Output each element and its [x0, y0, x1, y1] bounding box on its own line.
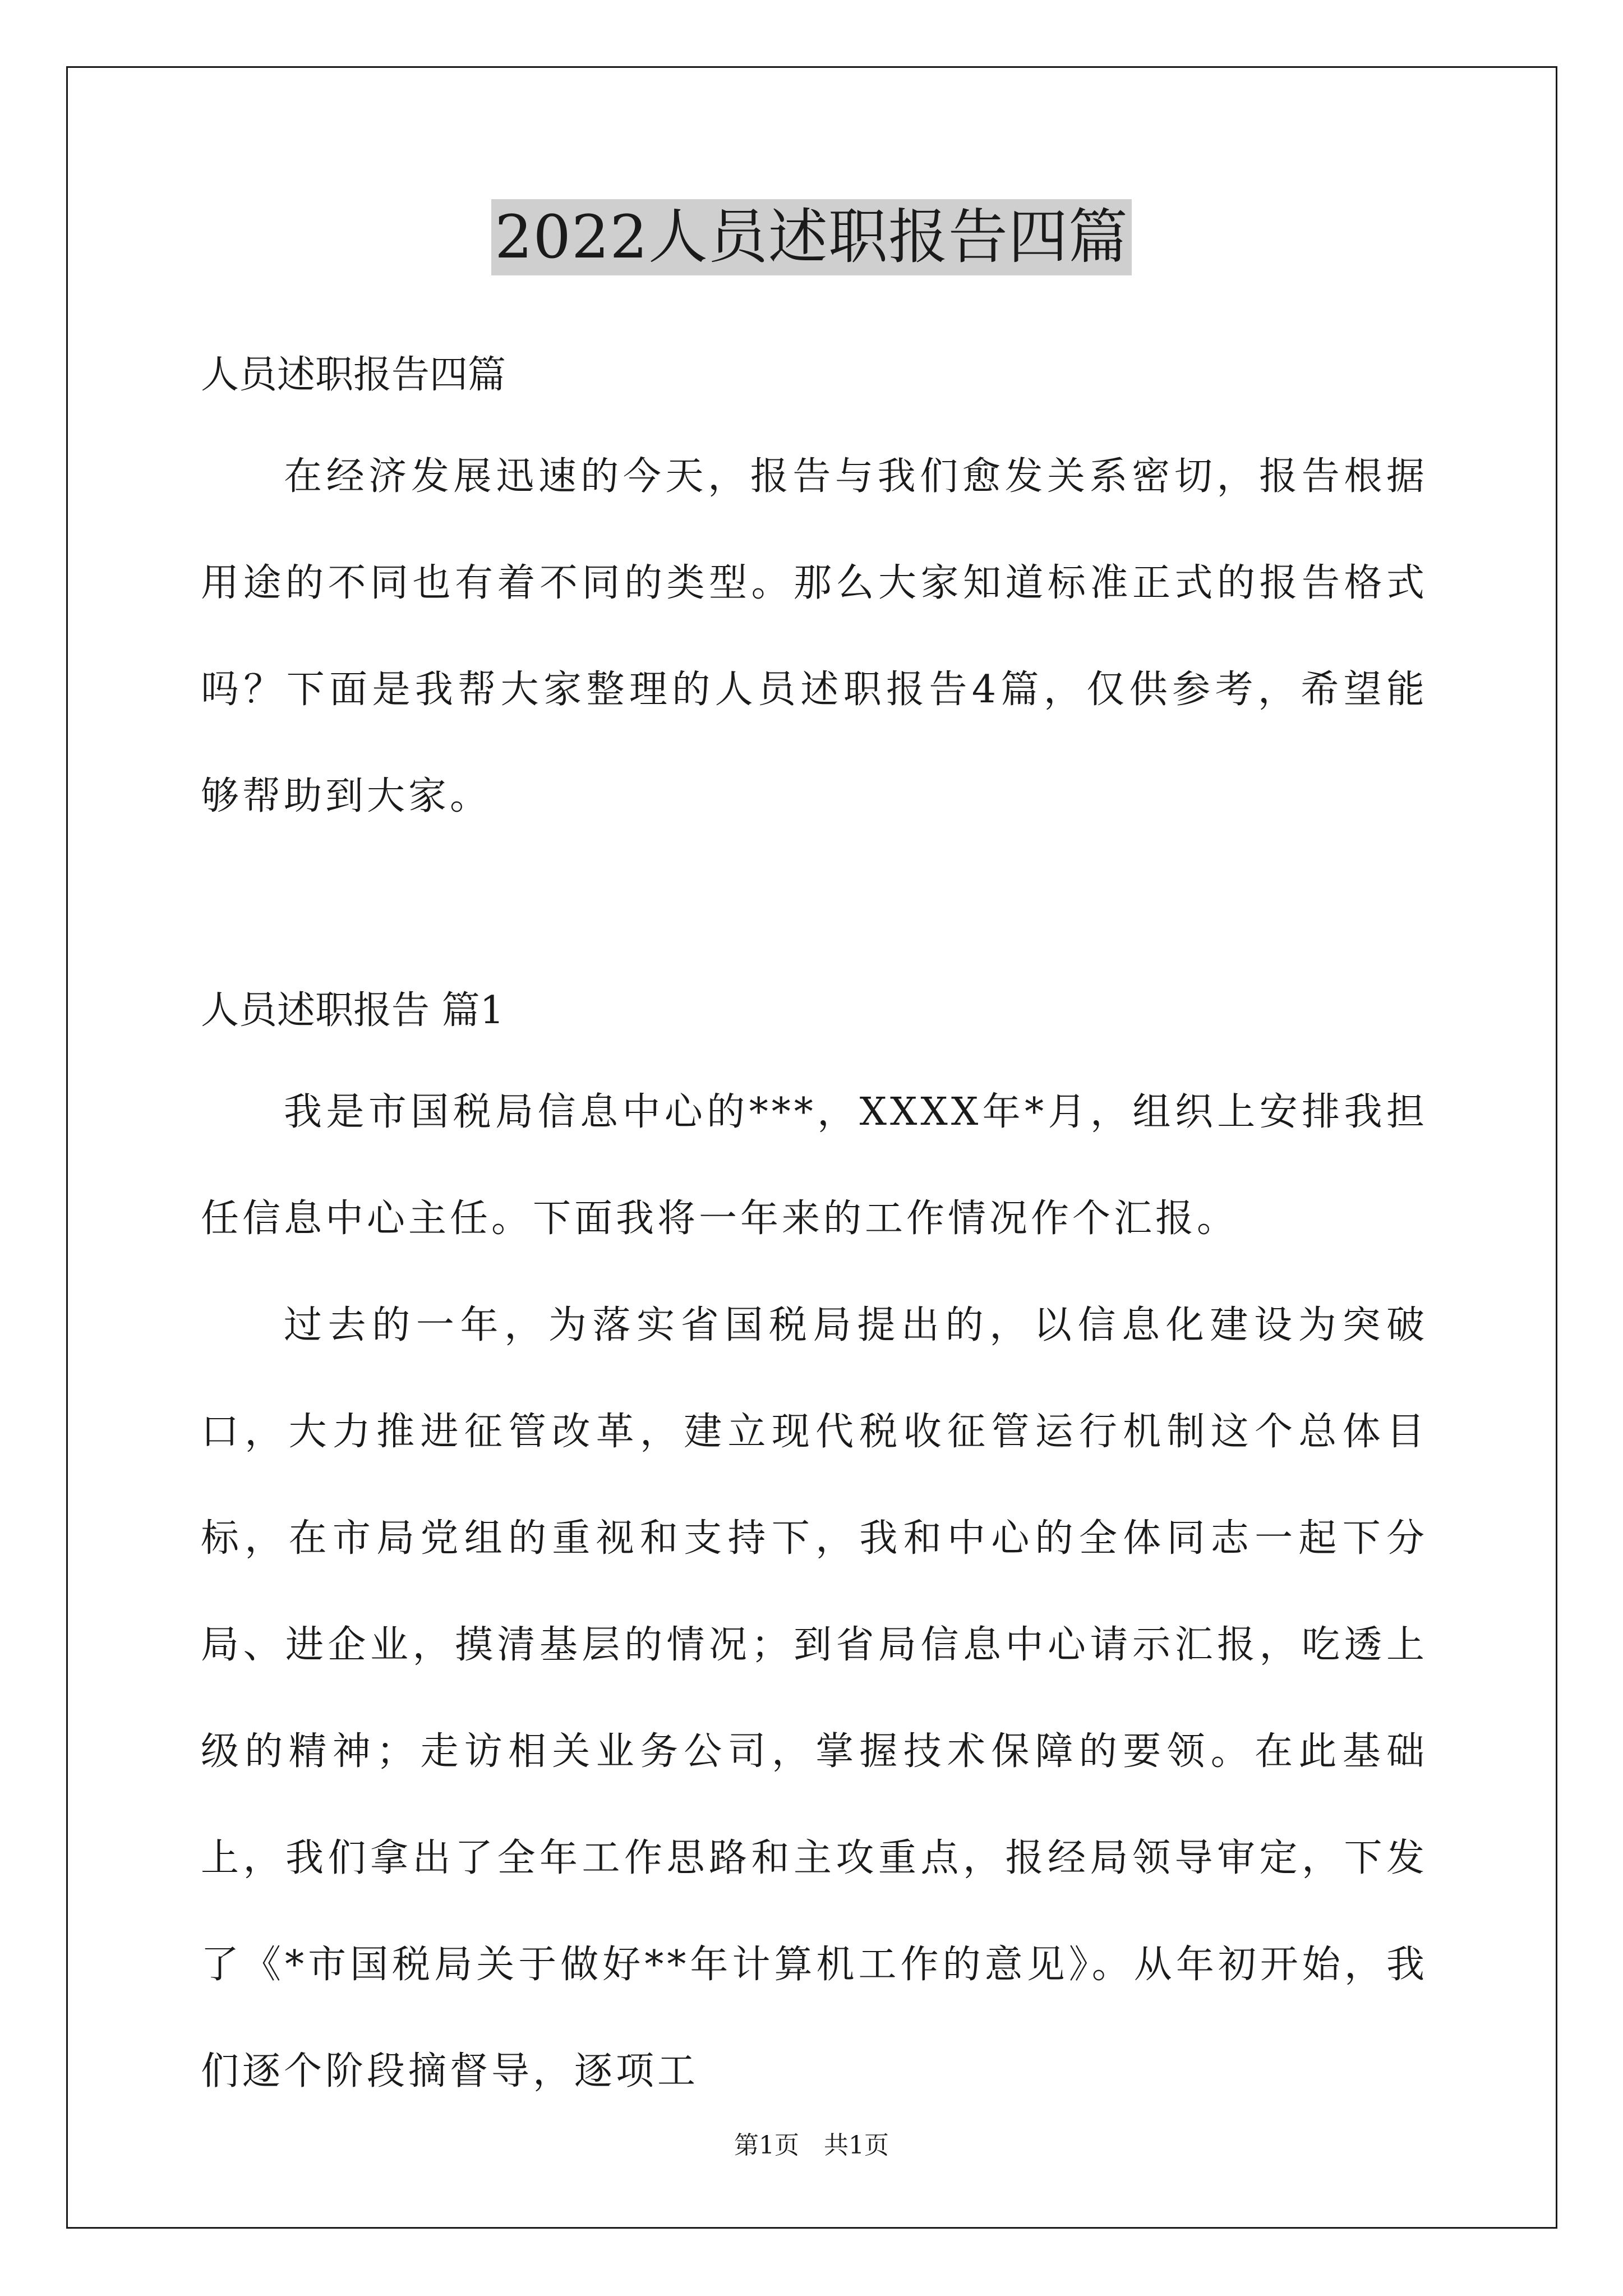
document-title: 2022人员述职报告四篇 — [491, 199, 1132, 275]
section-heading: 人员述职报告 篇1 — [201, 988, 504, 1033]
body-paragraph: 过去的一年，为落实省国税局提出的，以信息化建设为突破口，大力推进征管改革，建立现代税收征管运行机制这个总体目标，在市局党组的重视和支持下，我和中心的全体同志一起下分局、进企业，摸清基层的情况；到省局信息中心请示汇报，吃透上级的精神；走访相关业务公司，掌握技术保障的要领。在此基础上，我们拿出了全年工作思路和主攻重点，报经局领导审定，下发了《*市国税局关于做好**年计算机工作的意见》。从年初开始，我们逐个阶段摘督导，逐项工 — [201, 1303, 1428, 2093]
page-footer: 第1页 共1页 — [734, 2131, 889, 2160]
body-paragraph: 我是市国税局信息中心的***，XXXX年*月，组织上安排我担任信息中心主任。下面我将一年来的工作情况作个汇报。 — [201, 1090, 1428, 1241]
document-subtitle: 人员述职报告四篇 — [201, 353, 506, 397]
title-container — [0, 199, 1623, 275]
intro-paragraph: 在经济发展迅速的今天，报告与我们愈发关系密切，报告根据用途的不同也有着不同的类型。那么大家知道标准正式的报告格式吗？下面是我帮大家整理的人员述职报告4篇，仅供参考，希望能够帮助到大家。 — [201, 454, 1428, 818]
